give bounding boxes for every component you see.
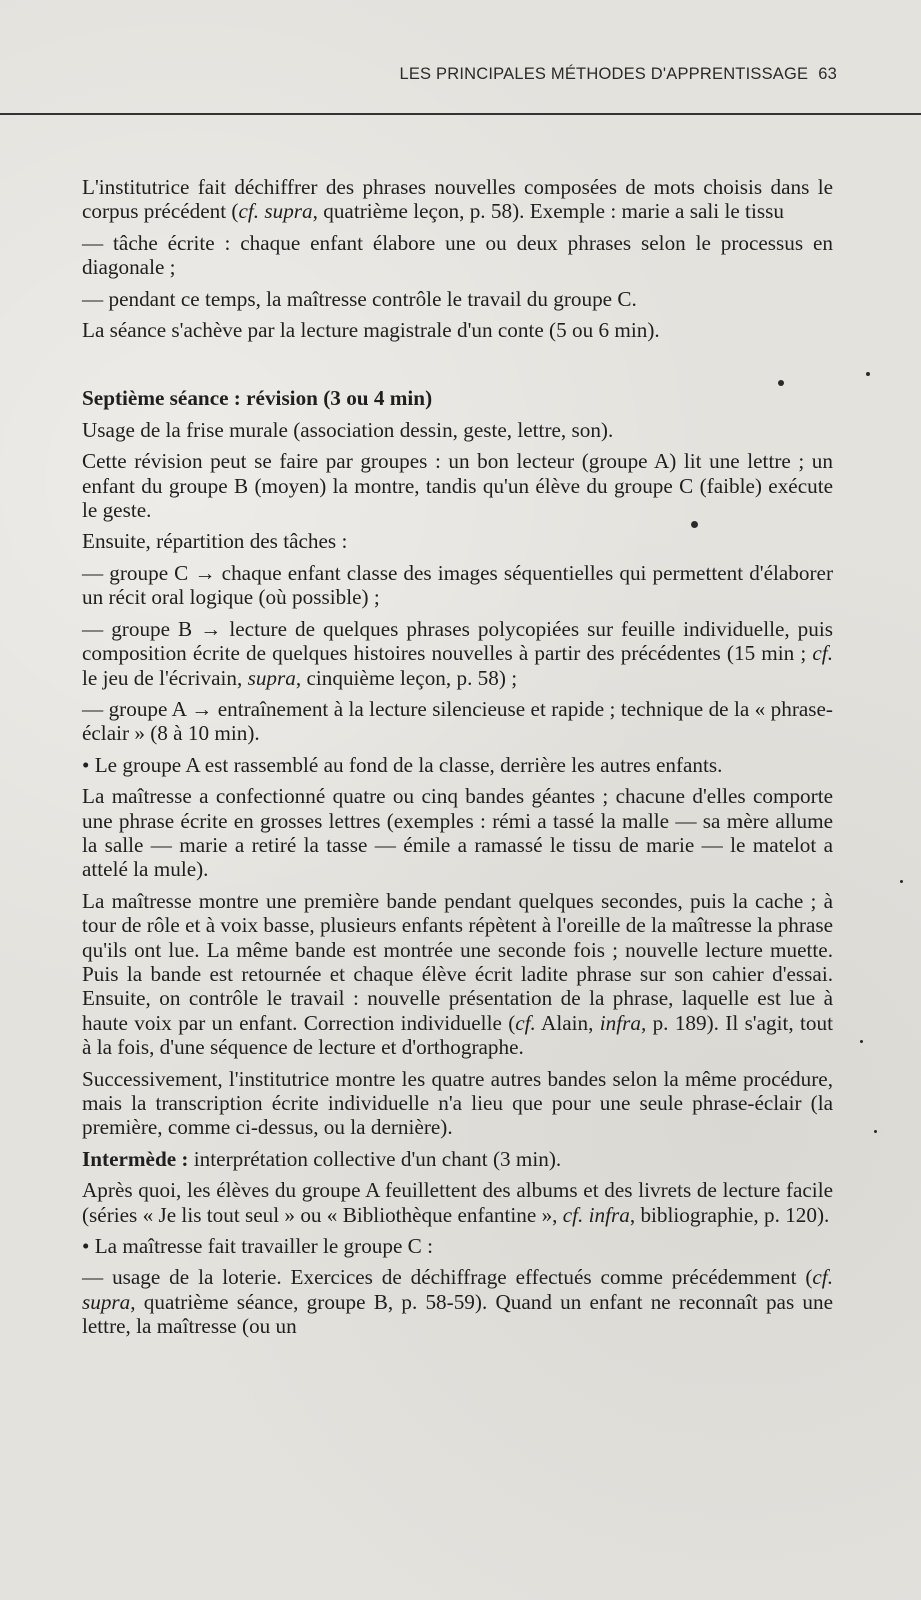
text-run: supra — [247, 665, 296, 690]
ink-speck — [860, 1040, 863, 1043]
text-run: infra, — [599, 1010, 647, 1035]
text-run: , quatrième leçon, p. 58). Exemple : marie a sali le tissu — [312, 199, 784, 224]
text-run: — tâche écrite : chaque enfant élabore une ou deux phrases selon le processus en diagonale ; — [82, 230, 833, 280]
text-run: , cinquième leçon, p. 58) ; — [295, 665, 518, 690]
text-run: p. 189). Il s'agit, tout à la fois, d'une séquence de lecture et d'orthographe. — [82, 1010, 833, 1060]
ink-speck — [691, 521, 698, 528]
text-run: Septième séance : révision (3 ou 4 min) — [82, 386, 433, 411]
ink-speck — [866, 372, 870, 376]
body-text — [82, 175, 833, 1346]
text-run: Successivement, l'institutrice montre les quatre autres bandes selon la même procédure, mais la transcription écrite individuelle n'a lieu que pour une seule phrase-éclair (la première, comme ci-dessus, ou la dernière). — [82, 1066, 833, 1140]
text-run: La maîtresse montre une première bande pendant quelques secondes, puis la cache ; à tour de rôle et à voix basse, plusieurs enfants répètent à l'oreille de la maîtresse la phrase qu'ils ont lue. La même bande est montrée une seconde fois ; nouvelle lecture muette. Puis la bande est retournée et chaque élève écrit ladite phrase sur son cahier d'essai. Ensuite, on contrôle le travail : nouvelle présentation de la phrase, laquelle est lue à haute voix par un enfant. Correction individuelle ( — [82, 888, 833, 1035]
text-run: cf. — [812, 641, 833, 666]
text-run: — groupe B → lecture de quelques phrases polycopiées sur feuille individuelle, puis composition écrite de quelques histoires nouvelles à partir des précédentes (15 min ; — [82, 616, 833, 666]
paragraph — [82, 889, 833, 1060]
paragraph — [82, 449, 833, 522]
text-run: Ensuite, répartition des tâches : — [82, 529, 348, 554]
text-run: Alain, — [535, 1010, 600, 1035]
text-run: Après quoi, les élèves du groupe A feuillettent des albums et des livrets de lecture facile (séries « Je lis tout seul » ou « Bibliothèque enfantine », — [82, 1178, 833, 1227]
paragraph — [82, 287, 833, 311]
text-run: cf. infra — [562, 1202, 630, 1227]
text-run: — groupe C → chaque enfant classe des images séquentielles qui permettent d'élaborer un récit oral logique (où possible) ; — [82, 560, 833, 610]
text-run: • Le groupe A est rassemblé au fond de la classe, derrière les autres enfants. — [82, 752, 723, 777]
text-run: Cette révision peut se faire par groupes : un bon lecteur (groupe A) lit une lettre ; un enfant du groupe B (moyen) la montre, tandis qu'un élève du groupe C (faible) exécute le geste. — [82, 449, 833, 523]
running-title: LES PRINCIPALES MÉTHODES D'APPRENTISSAGE — [399, 65, 809, 83]
paragraph — [82, 175, 833, 224]
text-run: — groupe A → entraînement à la lecture silencieuse et rapide ; technique de la « phrase-éclair » (8 à 10 min). — [82, 696, 833, 746]
text-run: interprétation collective d'un chant (3 min). — [188, 1146, 562, 1171]
paragraph — [82, 231, 833, 280]
paragraph — [82, 753, 833, 777]
page-number: 63 — [818, 65, 837, 83]
paragraph — [82, 1178, 833, 1227]
paragraph — [82, 561, 833, 610]
ink-speck — [900, 880, 903, 883]
text-run: • La maîtresse fait travailler le groupe C : — [82, 1234, 433, 1259]
paragraph — [82, 1265, 833, 1338]
paragraph — [82, 697, 833, 746]
ink-speck — [778, 380, 784, 386]
header-rule — [0, 113, 921, 115]
text-run: cf. supra — [82, 1265, 833, 1314]
section-heading — [82, 386, 833, 410]
text-run: Intermède : — [82, 1146, 189, 1171]
text-run: , bibliographie, p. 120). — [629, 1202, 830, 1227]
text-run: cf. supra — [238, 199, 313, 224]
text-run: le jeu de l'écrivain, — [82, 665, 248, 690]
text-run: — usage de la loterie. Exercices de déchiffrage effectués comme précédemment ( — [82, 1265, 813, 1290]
paragraph — [82, 784, 833, 882]
text-run: La maîtresse a confectionné quatre ou cinq bandes géantes ; chacune d'elles comporte une phrase écrite en grosses lettres (exemples : rémi a tassé la malle — sa mère allume la salle — marie a retiré la tasse — émile a ramassé le tissu de marie — le matelot a attelé la mule). — [82, 784, 833, 882]
text-run: cf. — [515, 1010, 536, 1035]
paragraph — [82, 1234, 833, 1258]
ink-speck — [874, 1130, 877, 1133]
text-run: La séance s'achève par la lecture magistrale d'un conte (5 ou 6 min). — [82, 318, 660, 343]
paragraph — [82, 318, 833, 342]
paragraph — [82, 529, 833, 553]
paragraph — [82, 1067, 833, 1140]
running-header — [399, 65, 837, 84]
paragraph — [82, 617, 833, 690]
text-run: Usage de la frise murale (association dessin, geste, lettre, son). — [82, 417, 614, 442]
paragraph — [82, 418, 833, 442]
text-run: , quatrième séance, groupe B, p. 58-59). Quand un enfant ne reconnaît pas une lettre, la maîtresse (ou un — [82, 1289, 833, 1339]
text-run: — pendant ce temps, la maîtresse contrôle le travail du groupe C. — [82, 286, 637, 311]
text-run: L'institutrice fait déchiffrer des phrases nouvelles composées de mots choisis dans le corpus précédent ( — [82, 175, 833, 224]
paragraph — [82, 1147, 833, 1171]
